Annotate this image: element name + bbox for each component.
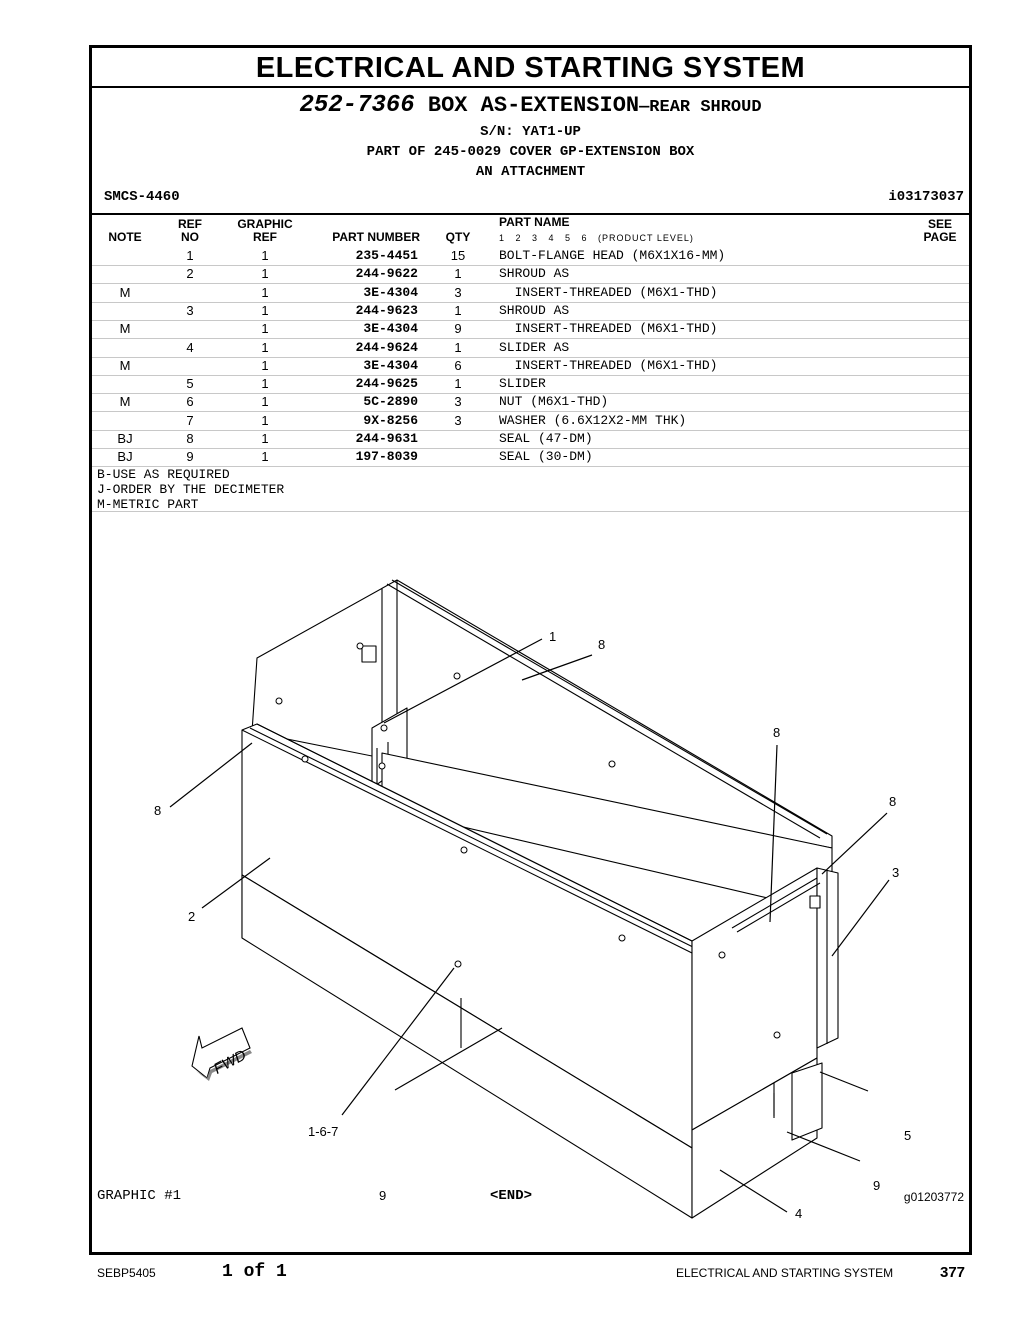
part-number: 244-9623 (355, 302, 418, 318)
table-row (92, 430, 969, 449)
callout-9-right: 9 (873, 1178, 881, 1193)
callout-1: 1 (549, 629, 557, 644)
part-ref-no: 5 (186, 376, 194, 392)
col-graphic-bottom: REF (253, 230, 277, 244)
table-row (92, 302, 969, 321)
callout-2: 2 (188, 909, 196, 924)
col-part-number: PART NUMBER (332, 230, 420, 244)
table-row (92, 265, 969, 284)
part-number: 9X-8256 (363, 412, 418, 428)
part-qty: 15 (450, 248, 466, 263)
part-ref-no: 8 (186, 431, 194, 446)
part-name: SEAL (30-DM) (499, 449, 593, 465)
part-qty: 1 (454, 339, 462, 355)
fwd-arrow-icon (192, 1028, 252, 1081)
callout-8-far-right: 8 (889, 794, 897, 809)
part-graphic-ref: 1 (261, 431, 269, 446)
doc-number: SEBP5405 (97, 1266, 156, 1280)
group-title (92, 92, 969, 122)
part-graphic-ref: 1 (261, 394, 269, 410)
part-ref-no: 2 (186, 266, 194, 282)
callout-8-top: 8 (598, 637, 606, 652)
section-title: ELECTRICAL AND STARTING SYSTEM (92, 48, 969, 88)
part-note: M (119, 394, 131, 410)
group-subname: —REAR SHROUD (639, 98, 762, 117)
part-note: M (119, 357, 131, 373)
table-row (92, 320, 969, 339)
table-row (92, 357, 969, 376)
part-name: WASHER (6.6X12X2-MM THK) (499, 412, 687, 428)
callout-5: 5 (904, 1128, 912, 1143)
attachment-line: AN ATTACHMENT (475, 164, 586, 180)
callout-8-left: 8 (154, 803, 162, 818)
part-qty: 3 (454, 394, 462, 410)
part-qty: 9 (454, 321, 462, 337)
part-graphic-ref: 1 (261, 302, 269, 318)
col-graphic-top: GRAPHIC (237, 217, 293, 231)
part-number: 244-9622 (355, 266, 418, 282)
callout-3: 3 (892, 865, 900, 880)
part-graphic-ref: 1 (261, 412, 269, 428)
table-row (92, 284, 969, 303)
part-number: 235-4451 (355, 248, 418, 263)
col-part-name: PART NAME (499, 215, 570, 229)
part-graphic-ref: 1 (261, 284, 269, 300)
callout-9-left: 9 (379, 1188, 387, 1203)
part-number: 197-8039 (355, 449, 418, 465)
fwd-label: FWD (210, 1046, 250, 1078)
smcs-code: SMCS-4460 (104, 189, 180, 205)
part-name: BOLT-FLANGE HEAD (M6X1X16-MM) (499, 248, 726, 263)
part-note: BJ (117, 449, 133, 465)
part-name: INSERT-THREADED (M6X1-THD) (499, 284, 718, 300)
col-note: NOTE (108, 230, 142, 244)
part-name: SLIDER (499, 376, 546, 392)
col-ref-bottom: NO (181, 230, 199, 244)
part-ref-no: 3 (186, 302, 194, 318)
illustration-id: i03173037 (888, 189, 964, 205)
part-qty: 1 (454, 266, 462, 282)
part-graphic-ref: 1 (261, 248, 269, 263)
col-ref-top: REF (178, 217, 202, 231)
part-ref-no: 6 (186, 394, 194, 410)
group-part-number: 252-7366 (299, 92, 415, 119)
callout-4: 4 (795, 1206, 803, 1221)
col-see-bottom: PAGE (923, 230, 957, 244)
part-number: 3E-4304 (363, 357, 418, 373)
part-qty: 6 (454, 357, 462, 373)
col-qty: QTY (445, 230, 471, 244)
part-note: BJ (117, 431, 133, 446)
table-row (92, 375, 969, 394)
part-qty: 1 (454, 302, 462, 318)
part-ref-no: 7 (186, 412, 194, 428)
part-qty: 3 (454, 412, 462, 428)
part-note: M (119, 321, 131, 337)
part-name: SEAL (47-DM) (499, 431, 593, 446)
graphic-id: g01203772 (903, 1190, 964, 1204)
page-of: 1 of 1 (222, 1262, 287, 1282)
part-qty: 1 (454, 376, 462, 392)
part-name: SHROUD AS (499, 302, 570, 318)
col-product-level: 1 2 3 4 5 6 (PRODUCT LEVEL) (499, 233, 694, 243)
notes-rule (92, 511, 969, 512)
part-graphic-ref: 1 (261, 339, 269, 355)
part-number: 244-9631 (355, 431, 418, 446)
note-b: B-USE AS REQUIRED (97, 467, 230, 482)
graphic-label: GRAPHIC #1 (97, 1188, 182, 1204)
part-qty: 3 (454, 284, 462, 300)
page-frame (89, 45, 972, 1255)
part-graphic-ref: 1 (261, 266, 269, 282)
part-name: NUT (M6X1-THD) (499, 394, 609, 410)
group-name: BOX AS-EXTENSION (427, 93, 640, 118)
part-ref-no: 9 (186, 449, 194, 465)
part-of-line: PART OF 245-0029 COVER GP-EXTENSION BOX (366, 144, 695, 160)
note-j: J-ORDER BY THE DECIMETER (97, 482, 285, 497)
end-marker: <END> (490, 1188, 533, 1204)
table-row (92, 448, 969, 467)
part-ref-no: 1 (186, 248, 194, 263)
part-number: 244-9624 (355, 339, 418, 355)
col-see-top: SEE (927, 217, 952, 231)
part-graphic-ref: 1 (261, 376, 269, 392)
page-number: 377 (940, 1264, 966, 1281)
table-row (92, 412, 969, 431)
callout-8-right: 8 (773, 725, 781, 740)
table-row (92, 247, 969, 266)
table-row (92, 339, 969, 358)
footer-section: ELECTRICAL AND STARTING SYSTEM (676, 1266, 894, 1280)
part-graphic-ref: 1 (261, 321, 269, 337)
part-name: SHROUD AS (499, 266, 570, 282)
part-graphic-ref: 1 (261, 357, 269, 373)
part-graphic-ref: 1 (261, 449, 269, 465)
part-ref-no: 4 (186, 339, 194, 355)
part-name: INSERT-THREADED (M6X1-THD) (499, 357, 718, 373)
part-number: 244-9625 (355, 376, 418, 392)
part-name: INSERT-THREADED (M6X1-THD) (499, 321, 718, 337)
serial-number: S/N: YAT1-UP (480, 124, 581, 140)
part-name: SLIDER AS (499, 339, 570, 355)
part-number: 3E-4304 (363, 321, 418, 337)
part-number: 5C-2890 (363, 394, 418, 410)
callout-1-6-7: 1-6-7 (308, 1124, 339, 1139)
note-m: M-METRIC PART (97, 497, 199, 512)
part-number: 3E-4304 (363, 284, 418, 300)
table-row (92, 393, 969, 412)
part-note: M (119, 284, 131, 300)
